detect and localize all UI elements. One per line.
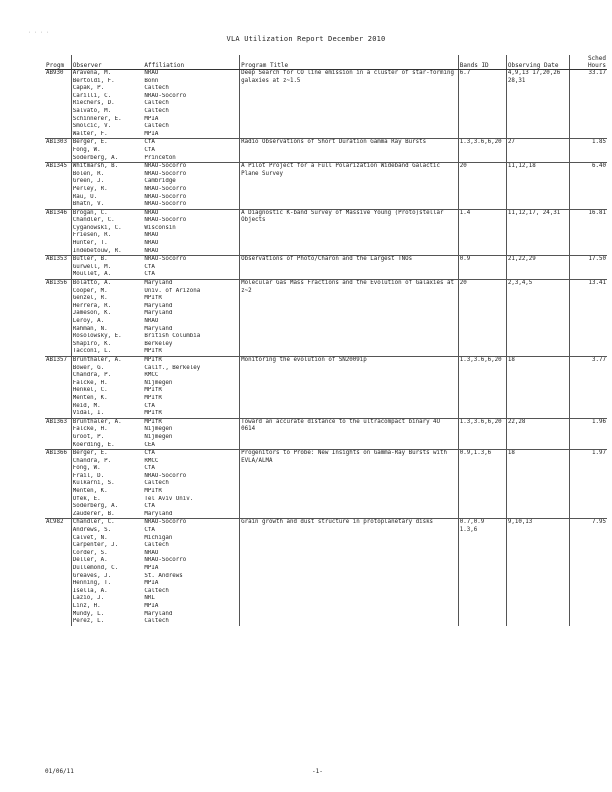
bands-cell: 1.3,3.6,6,20 xyxy=(458,139,506,163)
observing-dates-cell: 27 xyxy=(506,139,569,163)
affiliation-cell: MPIfR xyxy=(143,418,239,426)
affiliation-cell: CfA xyxy=(143,527,239,535)
program-id-cell xyxy=(45,248,71,256)
program-id-cell xyxy=(45,123,71,131)
affiliation-cell: NRAO xyxy=(143,232,239,240)
affiliation-cell: Maryland xyxy=(143,326,239,334)
program-id-cell xyxy=(45,365,71,373)
observing-dates-cell: 21,22,29 xyxy=(506,256,569,280)
program-id-cell xyxy=(45,434,71,442)
program-id-cell xyxy=(45,480,71,488)
program-id-cell xyxy=(45,85,71,93)
observer-cell: Bhatn, V. xyxy=(72,201,105,208)
program-id-cell xyxy=(45,78,71,86)
affiliation-cell: NRAO-Socorro xyxy=(143,557,239,565)
scheduled-hours-cell: 33.17 xyxy=(570,70,607,139)
table-body xyxy=(45,70,607,626)
observer-cell: Deller, A. xyxy=(72,557,108,564)
observer-cell: Groot, P. xyxy=(72,433,105,440)
program-id-cell xyxy=(45,100,71,108)
affiliation-cell: MPIA xyxy=(143,580,239,588)
program-id-cell xyxy=(45,465,71,473)
table-row xyxy=(45,356,607,364)
program-id-cell xyxy=(45,303,71,311)
program-id-cell xyxy=(45,108,71,116)
affiliation-cell: MPIfR xyxy=(143,356,239,364)
affiliation-cell: Wisconsin xyxy=(143,225,239,233)
observer-cell: Ofek, E. xyxy=(72,495,101,502)
observer-cell: Vidal, I. xyxy=(72,410,105,417)
observer-cell: Linz, H. xyxy=(72,602,101,609)
observer-cell: Menten, K. xyxy=(72,488,108,495)
observer-cell: Zauderer, B. xyxy=(72,510,115,517)
affiliation-cell: Bonn xyxy=(143,78,239,86)
observer-cell: Whitmarsh, B. xyxy=(71,163,143,171)
program-title-cell: A Diagnostic K-band Survey of Massive Young (Proto)stellar Objects xyxy=(240,209,459,256)
program-id-cell xyxy=(45,611,71,619)
affiliation-cell: Maryland xyxy=(143,280,239,288)
affiliation-cell: CfA xyxy=(143,403,239,411)
observer-cell: Menten, K. xyxy=(72,394,108,401)
observer-cell: Dullemond, C. xyxy=(72,565,119,571)
program-id-cell xyxy=(45,147,71,155)
observer-cell: Cooper, M. xyxy=(72,287,108,294)
scheduled-hours-cell: 16.81 xyxy=(570,209,607,256)
observer-cell: Rau, U. xyxy=(72,193,98,200)
table-row xyxy=(45,418,607,426)
program-id-cell xyxy=(45,318,71,326)
program-id-cell: AB1366 xyxy=(45,450,71,458)
bands-cell: 6.7 xyxy=(458,70,506,139)
affiliation-cell: Caltech xyxy=(143,100,239,108)
program-id-cell xyxy=(45,225,71,233)
program-id-cell xyxy=(45,348,71,356)
program-id-cell xyxy=(45,372,71,380)
affiliation-cell: British Columbia xyxy=(143,333,239,341)
observer-cell: Chandler, C. xyxy=(72,217,115,224)
observing-dates-cell: 22,28 xyxy=(506,418,569,449)
observer-cell: Schinnerer, E. xyxy=(72,115,122,122)
observer-cell: Isella, A. xyxy=(72,587,108,594)
affiliation-cell: NRAO-Socorro xyxy=(143,194,239,202)
observer-cell: Hunter, T. xyxy=(72,240,108,247)
table-row xyxy=(45,280,607,288)
affiliation-cell: NRAO xyxy=(143,550,239,558)
program-id-cell xyxy=(45,217,71,225)
program-title-cell: A Pilot Project for a Full Polarization Wideband Galactic Plane Survey xyxy=(240,163,459,210)
program-id-cell xyxy=(45,171,71,179)
observer-cell: Smolcic, V. xyxy=(72,123,112,130)
affiliation-cell: Maryland xyxy=(143,511,239,519)
table-row xyxy=(45,139,607,147)
observer-cell: Capak, P. xyxy=(72,85,105,92)
program-title-cell: Observations of Photo/Charon and the Largest TNOs xyxy=(240,256,459,280)
program-id-cell xyxy=(45,511,71,519)
scan-mark: · · · · xyxy=(28,30,50,36)
affiliation-cell: Berkeley xyxy=(143,341,239,349)
program-id-cell xyxy=(45,264,71,272)
affiliation-cell: MPIfR xyxy=(143,410,239,418)
affiliation-cell: NRAO-Socorro xyxy=(143,473,239,481)
program-id-cell: AB1345 xyxy=(45,163,71,171)
affiliation-cell: NRAO-Socorro xyxy=(143,519,239,527)
observer-cell: Henkel, C. xyxy=(72,387,108,394)
scheduled-hours-cell: 1.85 xyxy=(570,139,607,163)
column-header-observer: Observer xyxy=(71,55,143,70)
affiliation-cell: NRL xyxy=(143,595,239,603)
table-row xyxy=(45,70,607,78)
bands-cell: 1.4 xyxy=(458,209,506,256)
bands-cell: 0.9,1.3,6 xyxy=(458,450,506,519)
observer-cell: Chandler, C. xyxy=(71,519,143,527)
observer-cell: Calvet, N. xyxy=(72,534,108,541)
observer-cell: Chandra, P. xyxy=(72,372,112,379)
observer-cell: Lazio, J. xyxy=(72,595,105,602)
affiliation-cell: RMCC xyxy=(143,372,239,380)
observer-cell: Brunthaler, A. xyxy=(71,418,143,426)
observer-cell: Indebetouw, R. xyxy=(72,247,122,254)
observer-cell: Bolen, R. xyxy=(72,170,105,177)
affiliation-cell: Princeton xyxy=(143,155,239,163)
scheduled-hours-cell: 13.41 xyxy=(570,280,607,357)
program-id-cell xyxy=(45,573,71,581)
program-id-cell xyxy=(45,603,71,611)
program-id-cell xyxy=(45,232,71,240)
affiliation-cell: Caltech xyxy=(143,108,239,116)
affiliation-cell: Nijmegen xyxy=(143,426,239,434)
column-header-hours: Sched Hours xyxy=(570,55,607,70)
column-header-program: Progm xyxy=(45,55,71,70)
program-id-cell xyxy=(45,387,71,395)
program-id-cell xyxy=(45,271,71,279)
program-id-cell xyxy=(45,535,71,543)
document-title: VLA Utilization Report December 2010 xyxy=(226,35,386,43)
program-id-cell xyxy=(45,550,71,558)
observing-dates-cell: 18 xyxy=(506,356,569,418)
observer-cell: Herrera, R. xyxy=(72,302,112,309)
observer-cell: Moullet, A. xyxy=(72,271,112,278)
footer-date: 01/06/11 xyxy=(45,768,74,775)
program-id-cell xyxy=(45,186,71,194)
program-id-cell xyxy=(45,288,71,296)
affiliation-cell: MPIA xyxy=(143,603,239,611)
observer-cell: Bower, G. xyxy=(72,364,105,371)
affiliation-cell: Tel Aviv Univ. xyxy=(143,496,239,504)
program-id-cell xyxy=(45,527,71,535)
affiliation-cell: NRAO xyxy=(143,70,239,78)
observer-cell: Shapiro, K. xyxy=(72,340,112,347)
affiliation-cell: Michigan xyxy=(143,535,239,543)
program-id-cell: AB1363 xyxy=(45,418,71,426)
column-header-affiliation: Affiliation xyxy=(143,55,239,70)
observing-dates-cell: 11,12,17, 24,31 xyxy=(506,209,569,256)
program-id-cell xyxy=(45,403,71,411)
program-id-cell xyxy=(45,618,71,626)
scheduled-hours-cell: 3.77 xyxy=(570,356,607,418)
program-title-cell: Molecular Gas Mass Fractions and the Evolution of Galaxies at z~2 xyxy=(240,280,459,357)
scheduled-hours-cell: 6.40 xyxy=(570,163,607,210)
program-id-cell xyxy=(45,410,71,418)
column-header-title: Program Title xyxy=(240,55,459,70)
affiliation-cell: Caltech xyxy=(143,480,239,488)
program-title-cell: Grain growth and dust structure in protoplanetary disks xyxy=(240,519,459,626)
observer-cell: Falcke, H. xyxy=(72,379,108,386)
observing-dates-cell: 9,10,13 xyxy=(506,519,569,626)
affiliation-cell: NRAO-Socorro xyxy=(143,171,239,179)
program-title-cell: Radio Observations of Short Duration Gamma Ray Bursts xyxy=(240,139,459,163)
affiliation-cell: CfA xyxy=(143,271,239,279)
affiliation-cell: St. Andrews xyxy=(143,573,239,581)
program-id-cell xyxy=(45,496,71,504)
bands-cell: 1.3,3.6,6,20 xyxy=(458,418,506,449)
observer-cell: Soderberg, A. xyxy=(72,154,119,161)
program-id-cell xyxy=(45,333,71,341)
affiliation-cell: NRAO xyxy=(143,209,239,217)
observer-cell: Bolatto, A. xyxy=(71,280,143,288)
table-row xyxy=(45,519,607,527)
affiliation-cell: CEA xyxy=(143,442,239,450)
observer-cell: Berger, E. xyxy=(71,139,143,147)
observer-cell: Rahman, N. xyxy=(72,325,108,332)
observer-cell: Fong, W. xyxy=(72,465,101,472)
affiliation-cell: MPIfR xyxy=(143,395,239,403)
column-header-bands: Bands ID xyxy=(458,55,506,70)
affiliation-cell: Caltech xyxy=(143,542,239,550)
observing-dates-cell: 18 xyxy=(506,450,569,519)
observer-cell: Salvato, M. xyxy=(72,107,112,114)
affiliation-cell: NRAO-Socorro xyxy=(143,186,239,194)
bands-cell: 0.9 xyxy=(458,256,506,280)
affiliation-cell: Nijmegen xyxy=(143,434,239,442)
program-id-cell xyxy=(45,426,71,434)
bands-cell: 1.3,3.6,6,20 xyxy=(458,356,506,418)
observer-cell: Corder, S. xyxy=(72,549,108,556)
bands-cell: 20 xyxy=(458,280,506,357)
affiliation-cell: NRAO-Socorro xyxy=(143,201,239,209)
observer-cell: Soderberg, A. xyxy=(72,503,119,510)
affiliation-cell: Calif., Berkeley xyxy=(143,365,239,373)
program-id-cell xyxy=(45,240,71,248)
observer-cell: Kulkarni, S. xyxy=(72,480,115,487)
program-id-cell xyxy=(45,588,71,596)
program-id-cell xyxy=(45,395,71,403)
program-id-cell xyxy=(45,488,71,496)
observer-cell: Gurwell, M. xyxy=(72,263,112,270)
program-id-cell: AB1357 xyxy=(45,356,71,364)
observer-cell: Brunthaler, A. xyxy=(71,356,143,364)
affiliation-cell: NRAO-Socorro xyxy=(143,217,239,225)
column-header-dates: Observing Date xyxy=(506,55,569,70)
observer-cell: Carilli, C. xyxy=(72,92,112,99)
table-row xyxy=(45,209,607,217)
affiliation-cell: NRAO xyxy=(143,318,239,326)
program-id-cell xyxy=(45,503,71,511)
observer-cell: Perley, R. xyxy=(72,185,108,192)
scheduled-hours-cell: 7.95 xyxy=(570,519,607,626)
table-row xyxy=(45,450,607,458)
program-id-cell xyxy=(45,201,71,209)
program-id-cell xyxy=(45,565,71,573)
affiliation-cell: Univ. of Arizona xyxy=(143,288,239,296)
program-id-cell xyxy=(45,542,71,550)
affiliation-cell: Nijmegen xyxy=(143,380,239,388)
observer-cell: Berger, E. xyxy=(71,450,143,458)
observer-cell: Chandra, P. xyxy=(72,457,112,464)
program-id-cell: AB1353 xyxy=(45,256,71,264)
program-id-cell xyxy=(45,473,71,481)
affiliation-cell: Caltech xyxy=(143,588,239,596)
observer-cell: Andrews, S. xyxy=(72,527,112,534)
affiliation-cell: MPIfR xyxy=(143,295,239,303)
affiliation-cell: CfA xyxy=(143,139,239,147)
affiliation-cell: NRAO-Socorro xyxy=(143,256,239,264)
program-id-cell: AB1356 xyxy=(45,280,71,288)
observer-cell: Aravena, M. xyxy=(71,70,143,78)
observer-cell: Friesen, R. xyxy=(72,232,112,239)
bands-cell: 20 xyxy=(458,163,506,210)
affiliation-cell: CfA xyxy=(143,147,239,155)
program-id-cell xyxy=(45,116,71,124)
program-id-cell xyxy=(45,310,71,318)
observer-cell: Rosolowsky, E. xyxy=(72,333,122,340)
observer-cell: Green, J. xyxy=(72,178,105,185)
affiliation-cell: Maryland xyxy=(143,310,239,318)
affiliation-cell: Caltech xyxy=(143,618,239,626)
observer-cell: Bertoldi, F. xyxy=(72,77,115,84)
affiliation-cell: MPIA xyxy=(143,116,239,124)
program-id-cell xyxy=(45,155,71,163)
affiliation-cell: Caltech xyxy=(143,85,239,93)
affiliation-cell: Cambridge xyxy=(143,178,239,186)
scheduled-hours-cell: 1.97 xyxy=(570,450,607,519)
observer-cell: Falcke, H. xyxy=(72,426,108,433)
program-id-cell xyxy=(45,194,71,202)
observer-cell: Greaves, J. xyxy=(72,572,112,579)
affiliation-cell: NRAO xyxy=(143,240,239,248)
program-id-cell xyxy=(45,580,71,588)
affiliation-cell: RMCC xyxy=(143,458,239,466)
observer-cell: Frail, D. xyxy=(72,472,105,479)
program-title-cell: Deep Search for CO line emission in a cluster of star-forming galaxies at z~1.5 xyxy=(240,70,459,139)
scheduled-hours-cell: 1.96 xyxy=(570,418,607,449)
utilization-table xyxy=(45,55,607,626)
observer-cell: Butler, B. xyxy=(71,256,143,264)
affiliation-cell: NRAO xyxy=(143,248,239,256)
scheduled-hours-cell: 17.50 xyxy=(570,256,607,280)
observer-cell: Carpenter, J. xyxy=(72,542,119,549)
table-row xyxy=(45,163,607,171)
affiliation-cell: MPIA xyxy=(143,565,239,573)
affiliation-cell: CfA xyxy=(143,503,239,511)
program-id-cell xyxy=(45,595,71,603)
program-id-cell xyxy=(45,458,71,466)
program-id-cell: AB1346 xyxy=(45,209,71,217)
affiliation-cell: Maryland xyxy=(143,611,239,619)
affiliation-cell: Maryland xyxy=(143,303,239,311)
observer-cell: Perez, L. xyxy=(72,618,105,625)
affiliation-cell: CfA xyxy=(143,264,239,272)
table-header-row xyxy=(45,55,607,70)
observer-cell: Walter, F. xyxy=(72,130,108,137)
program-id-cell xyxy=(45,93,71,101)
program-id-cell xyxy=(45,131,71,139)
program-id-cell: AC982 xyxy=(45,519,71,527)
program-id-cell: AB1303 xyxy=(45,139,71,147)
observer-cell: Riechers, D. xyxy=(72,100,115,107)
program-title-cell: Monitoring the evolution of SN2009ip xyxy=(240,356,459,418)
observer-cell: Koerding, E. xyxy=(72,441,115,448)
observer-cell: Reid, M. xyxy=(72,402,101,409)
observing-dates-cell: 2,3,4,5 xyxy=(506,280,569,357)
observer-cell: Genzel, R. xyxy=(72,295,108,302)
observing-dates-cell: 11,12,18 xyxy=(506,163,569,210)
program-id-cell xyxy=(45,341,71,349)
observer-cell: Leroy, A. xyxy=(72,318,105,324)
program-id-cell xyxy=(45,442,71,450)
observer-cell: Jameson, K. xyxy=(72,310,112,317)
observer-cell: Mundy, L. xyxy=(72,610,105,617)
observer-cell: Cyganowski, C. xyxy=(72,224,122,231)
affiliation-cell: MPIfR xyxy=(143,488,239,496)
affiliation-cell: MPIfR xyxy=(143,348,239,356)
affiliation-cell: NRAO-Socorro xyxy=(143,163,239,171)
table-row xyxy=(45,256,607,264)
observer-cell: Brogan, C. xyxy=(71,209,143,217)
program-id-cell xyxy=(45,557,71,565)
affiliation-cell: NRAO-Socorro xyxy=(143,93,239,101)
observer-cell: Fong, W. xyxy=(72,146,101,153)
program-id-cell xyxy=(45,380,71,388)
affiliation-cell: CfA xyxy=(143,465,239,473)
affiliation-cell: CfA xyxy=(143,450,239,458)
observer-cell: Tacconi, L. xyxy=(72,348,112,355)
program-id-cell xyxy=(45,295,71,303)
program-id-cell xyxy=(45,326,71,334)
affiliation-cell: MPIfR xyxy=(143,387,239,395)
observing-dates-cell: 4,9,13 17,20,26 28,31 xyxy=(506,70,569,139)
program-title-cell: Progenitors to Probe: New Insights on Gamma-Ray Bursts with EVLA/ALMA xyxy=(240,450,459,519)
bands-cell: 0.7,0.9 1.3,6 xyxy=(458,519,506,626)
program-title-cell: Toward an accurate distance to the ultracompact binary 4U 0614 xyxy=(240,418,459,449)
affiliation-cell: MPIA xyxy=(143,131,239,139)
program-id-cell xyxy=(45,178,71,186)
affiliation-cell: Caltech xyxy=(143,123,239,131)
observer-cell: Henning, T. xyxy=(72,580,112,587)
program-id-cell: AB930 xyxy=(45,70,71,78)
footer-page-number: -1- xyxy=(312,768,323,775)
